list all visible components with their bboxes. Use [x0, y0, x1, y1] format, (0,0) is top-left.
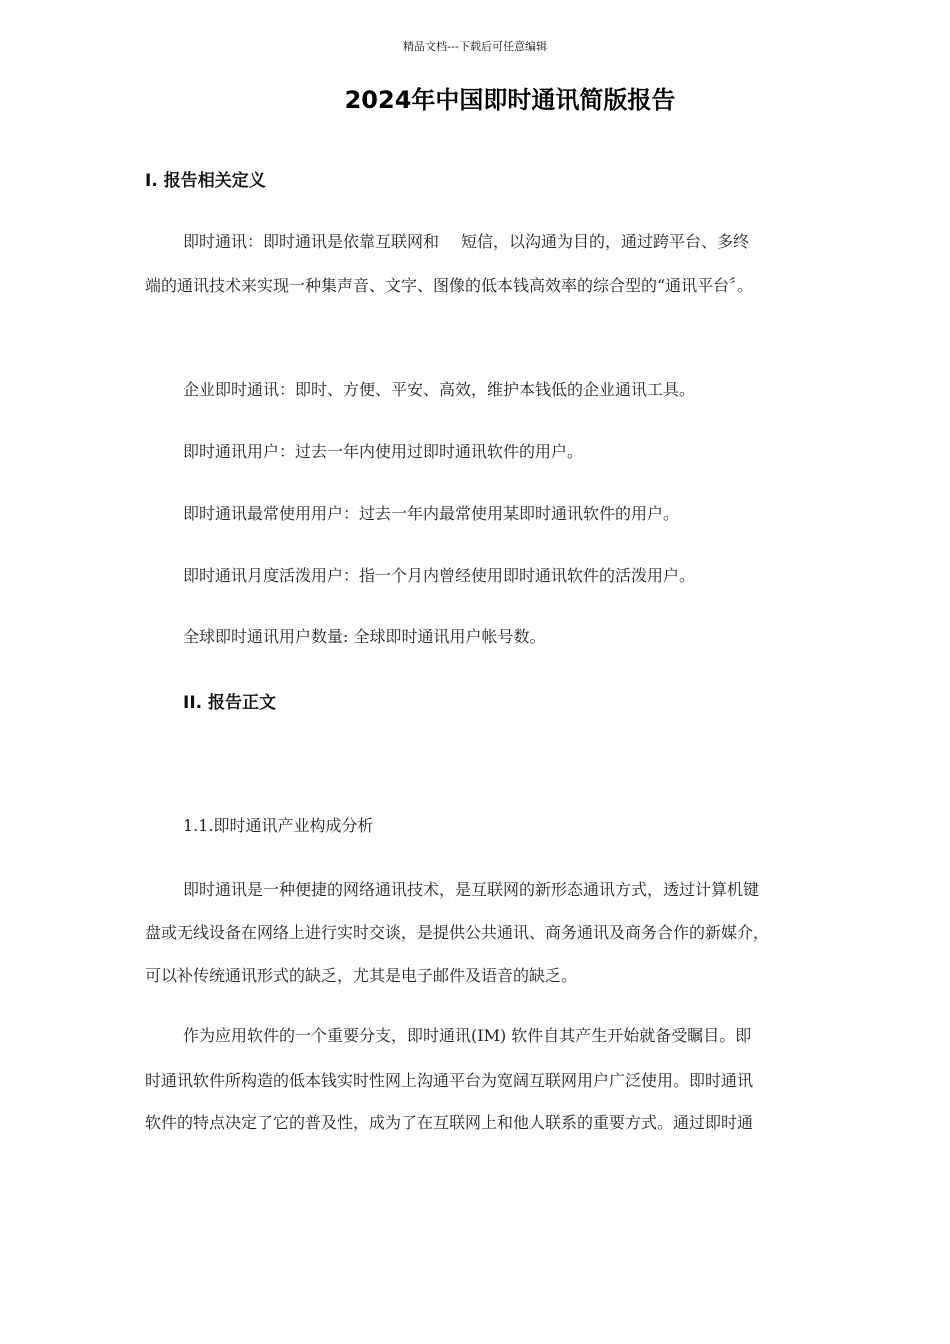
- definition-mau: 即时通讯月度活泼用户：指一个月内曾经使用即时通讯软件的活泼用户。: [183, 566, 696, 585]
- definition-im-line-1b: 短信，以沟通为目的，通过跨平台、多终: [461, 232, 750, 251]
- definition-im-line-1: [183, 229, 749, 252]
- body-paragraph-2-line-3: 软件的特点决定了它的普及性，成为了在互联网上和他人联系的重要方式。通过即时通: [145, 1113, 754, 1132]
- definition-im-line-2: 端的通讯技术来实现一种集声音、文字、图像的低本钱高效率的综合型的“通讯平台〞。: [145, 276, 754, 295]
- header-banner: 精品文档---下载后可任意编辑: [403, 40, 547, 53]
- definition-global: 全球即时通讯用户数量: 全球即时通讯用户帐号数。: [183, 627, 546, 646]
- definition-enterprise: 企业即时通讯：即时、方便、平安、高效，维护本钱低的企业通讯工具。: [183, 380, 696, 399]
- definition-im-line-1a: 即时通讯：即时通讯是依靠互联网和: [183, 232, 440, 251]
- definition-users: 即时通讯用户：过去一年内使用过即时通讯软件的用户。: [183, 442, 584, 461]
- section-heading-definitions: I. 报告相关定义: [145, 171, 266, 191]
- body-paragraph-2-line-2: 时通讯软件所构造的低本钱实时性网上沟通平台为宽阔互联网用户广泛使用。即时通讯: [145, 1071, 754, 1090]
- definition-most-used: 即时通讯最常使用用户：过去一年内最常使用某即时通讯软件的用户。: [183, 504, 680, 523]
- body-paragraph-2-line-1: 作为应用软件的一个重要分支，即时通讯(IM) 软件自其产生开始就备受瞩目。即: [183, 1026, 752, 1045]
- subsection-heading-1-1: 1.1.即时通讯产业构成分析: [183, 816, 374, 835]
- body-paragraph-1-line-3: 可以补传统通讯形式的缺乏，尤其是电子邮件及语音的缺乏。: [145, 966, 578, 985]
- document-title: 2024年中国即时通讯简版报告: [344, 86, 676, 114]
- body-paragraph-1-line-1: 即时通讯是一种便捷的网络通讯技术，是互联网的新形态通讯方式，透过计算机键: [183, 880, 760, 899]
- section-heading-body: II. 报告正文: [183, 693, 277, 713]
- body-paragraph-1-line-2: 盘或无线设备在网络上进行实时交谈，是提供公共通讯、商务通讯及商务合作的新媒介，: [145, 923, 770, 942]
